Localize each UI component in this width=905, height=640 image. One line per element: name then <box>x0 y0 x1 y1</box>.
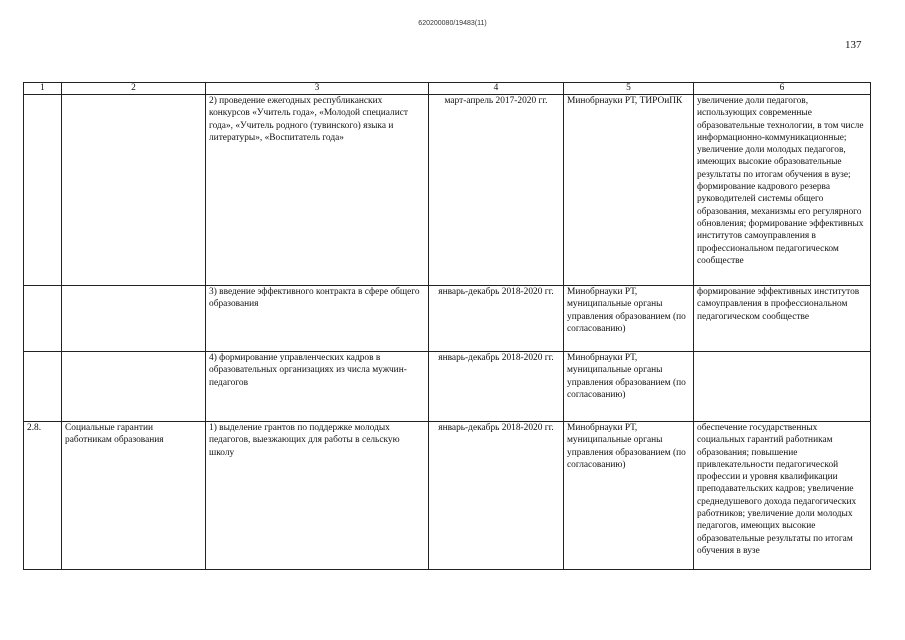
period-cell: январь-декабрь 2018-2020 гг. <box>429 286 564 352</box>
activity-cell: 3) введение эффективного контракта в сфере общего образования <box>206 286 429 352</box>
period-cell: март-апрель 2017-2020 гг. <box>429 95 564 286</box>
row-number-cell <box>24 352 62 422</box>
direction-cell <box>62 352 206 422</box>
responsible-cell: Минобрнауки РТ, ТИРОиПК <box>564 95 694 286</box>
period-cell: январь-декабрь 2018-2020 гг. <box>429 422 564 570</box>
page-number: 137 <box>845 39 862 51</box>
header-cell-3: 3 <box>206 83 429 95</box>
table-row <box>24 286 871 352</box>
row-number-cell <box>24 286 62 352</box>
direction-cell <box>62 286 206 352</box>
activity-cell: 1) выделение грантов по поддержке молодых педагогов, выезжающих для работы в сельскую школу <box>206 422 429 570</box>
measures-table <box>23 82 871 570</box>
table-row <box>24 422 871 570</box>
header-cell-6: 6 <box>694 83 871 95</box>
document-id: 620200080/19483(11) <box>418 20 487 27</box>
header-cell-5: 5 <box>564 83 694 95</box>
table-header-row <box>24 83 871 95</box>
header-cell-4: 4 <box>429 83 564 95</box>
result-cell: формирование эффективных институтов самоуправления в профессиональном педагогическом сообществе <box>694 286 871 352</box>
row-number-cell <box>24 95 62 286</box>
responsible-cell: Минобрнауки РТ, муниципальные органы управления образованием (по согласованию) <box>564 286 694 352</box>
responsible-cell: Минобрнауки РТ, муниципальные органы управления образованием (по согласованию) <box>564 422 694 570</box>
row-number-cell: 2.8. <box>24 422 62 570</box>
table-row <box>24 95 871 286</box>
period-cell: январь-декабрь 2018-2020 гг. <box>429 352 564 422</box>
header-cell-2: 2 <box>62 83 206 95</box>
direction-cell <box>62 95 206 286</box>
activity-cell: 4) формирование управленческих кадров в образовательных организациях из числа мужчин-педагогов <box>206 352 429 422</box>
table-row <box>24 352 871 422</box>
result-cell: увеличение доли педагогов, использующих современные образовательные технологии, в том числе информационно-коммуникационные; увеличение доли молодых педагогов, имеющих высокие образовательные результаты по итогам обучения в вузе; формирование кадрового резерва руководителей системы общего образования, механизмы его регулярного обновления; формирование эффективных институтов самоуправления в профессиональном педагогическом сообществе <box>694 95 871 286</box>
responsible-cell: Минобрнауки РТ, муниципальные органы управления образованием (по согласованию) <box>564 352 694 422</box>
direction-cell: Социальные гарантии работникам образования <box>62 422 206 570</box>
activity-cell: 2) проведение ежегодных республиканских конкурсов «Учитель года», «Молодой специалист года», «Учитель родного (тувинского) языка и литературы», «Воспитатель года» <box>206 95 429 286</box>
result-cell: обеспечение государственных социальных гарантий работникам образования; повышение привлекательности педагогической профессии и уровня квалификации преподавательских кадров; увеличение среднедушевого дохода педагогических работников; увеличение доли молодых педагогов, имеющих высокие образовательные результаты по итогам обучения в вузе <box>694 422 871 570</box>
result-cell <box>694 352 871 422</box>
header-cell-1: 1 <box>24 83 62 95</box>
